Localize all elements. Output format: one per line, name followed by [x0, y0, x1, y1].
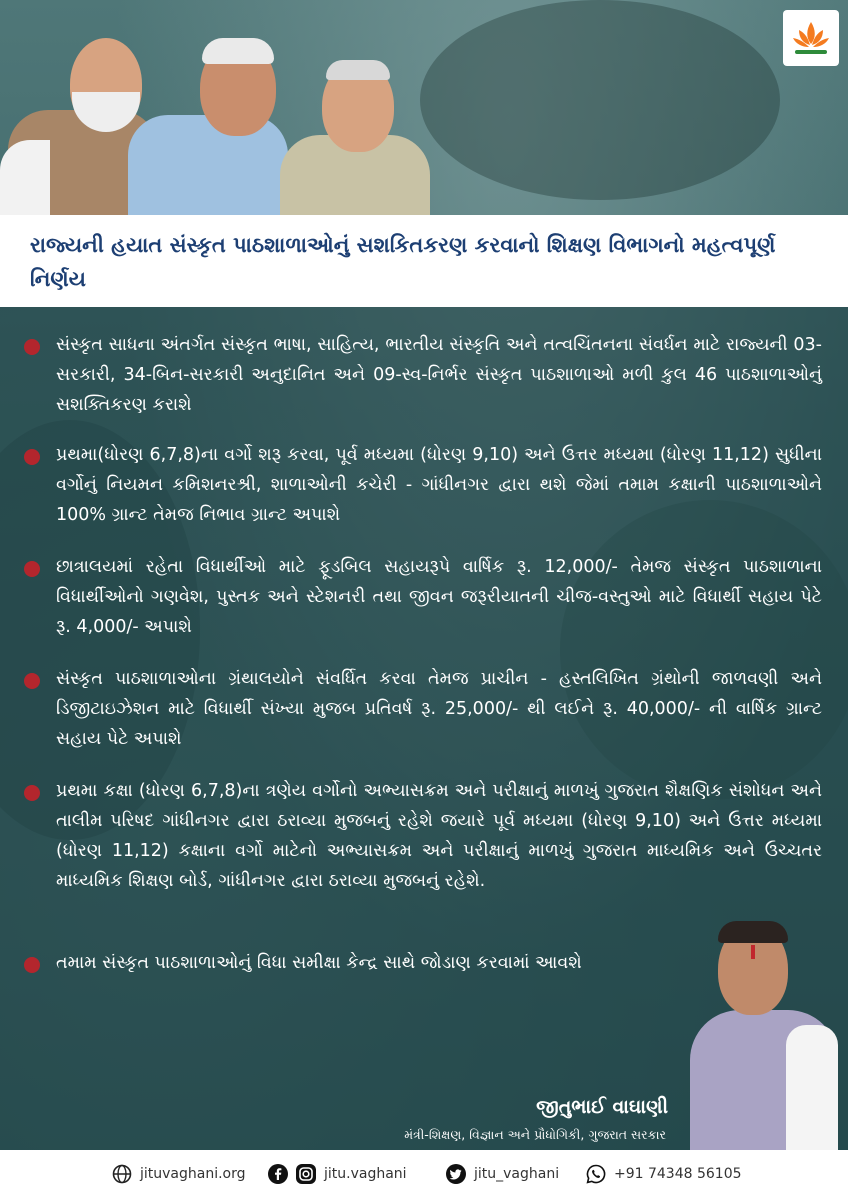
website-text: jituvaghani.org: [140, 1166, 246, 1182]
bullet-dot: [24, 673, 40, 689]
twitter-handle: jitu_vaghani: [474, 1166, 560, 1182]
lotus-icon: [789, 16, 833, 60]
footer-social[interactable]: [268, 1164, 407, 1184]
minister-portrait: [690, 915, 838, 1155]
whatsapp-icon: [586, 1164, 606, 1184]
globe-icon: [112, 1164, 132, 1184]
list-item-text: સંસ્કૃત પાઠશાળાઓના ગ્રંથાલયોને સંવર્ધિત કરવા તેમજ પ્રાચીન - હસ્તલિખિત ગ્રંથોની જાળવણી અને ડિજીટાઇઝેશન માટે વિધાર્થી સંખ્યા મુજબ પ્રતિવર્ષ રૂ. 25,000/- થી લઈને રૂ. 40,000/- ની વાર્ષિક ગ્રાન્ટ સહાય પેટે અપાશે: [56, 669, 822, 749]
list-item-text: પ્રથમા કક્ષા (ધોરણ 6,7,8)ના ત્રણેય વર્ગોનો અભ્યાસક્રમ અને પરીક્ષાનું માળખું ગુજરાત શૈક્ષણિક સંશોધન અને તાલીમ પરિષદ ગાંધીનગર દ્વારા ઠરાવ્યા મુજબનું રહેશે જયારે પૂર્વ મધ્યમા (ધોરણ 9,10) અને ઉત્તર મધ્યમા (ધોરણ 11,12) કક્ષાના વર્ગો માટેનો અભ્યાસક્રમ અને પરીક્ષાનું માળખું ગુજરાત માધ્યમિક અને ઉચ્ચતર માધ્યમિક શિક્ષણ બોર્ડ, ગાંધીનગર દ્વારા ઠરાવ્યા મુજબનું રહેશે.: [56, 781, 822, 891]
footer-bar: [0, 1150, 848, 1200]
footer-website[interactable]: [112, 1164, 246, 1184]
list-item-text: છાત્રાલયમાં રહેતા વિધાર્થીઓ માટે ફૂડબિલ સહાયરૂપે વાર્ષિક રૂ. 12,000/- તેમજ સંસ્કૃત પાઠશાળાના વિધાર્થીઓનો ગણવેશ, પુસ્તક અને સ્ટેશનરી તથા જીવન જરૂરીયાતની ચીજ-વસ્તુઓ માટે વિધાર્થી સહાય પેટે રૂ. 4,000/- અપાશે: [56, 557, 822, 637]
social-handle: jitu.vaghani: [324, 1166, 407, 1182]
footer-phone[interactable]: [586, 1164, 742, 1184]
minister-role: મંત્રી-શિક્ષણ, વિજ્ઞાન અને પ્રૌધોગિકી, ગુજરાત સરકાર: [404, 1127, 666, 1142]
list-item: [24, 552, 824, 642]
bullet-dot: [24, 785, 40, 801]
instagram-icon: [296, 1164, 316, 1184]
list-item-text: સંસ્કૃત સાધના અંતર્ગત સંસ્કૃત ભાષા, સાહિત્ય, ભારતીય સંસ્કૃતિ અને તત્વચિંતનના સંવર્ધન માટે રાજ્યની 03-સરકારી, 34-બિન-સરકારી અનુદાનિત અને 09-સ્વ-નિર્ભર સંસ્કૃત પાઠશાળાઓ મળી કુલ 46 પાઠશાળાઓનું સશક્તિકરણ કરાશે: [56, 335, 822, 415]
bullet-dot: [24, 339, 40, 355]
list-item-text: પ્રથમા(ધોરણ 6,7,8)ના વર્ગો શરૂ કરવા, પૂર્વ મધ્યમા (ધોરણ 9,10) અને ઉત્તર મધ્યમા (ધોરણ 11,12) સુધીના વર્ગોનું નિયમન કમિશનરશ્રી, શાળાઓની કચેરી - ગાંધીનગર દ્વારા થશે જેમાં તમામ કક્ષાની પાઠશાળાઓને 100% ગ્રાન્ટ તેમજ નિભાવ ગ્રાન્ટ અપાશે: [56, 445, 822, 525]
list-item: [24, 330, 824, 420]
list-item: [24, 664, 824, 754]
facebook-icon: [268, 1164, 288, 1184]
list-item: [24, 776, 824, 926]
bullet-dot: [24, 449, 40, 465]
page-title: રાજ્યની હયાત સંસ્કૃત પાઠશાળાઓનું સશકિતકરણ કરવાનો શિક્ષણ વિભાગનો મહત્વપૂર્ણ નિર્ણય: [30, 233, 776, 291]
list-item-text: તમામ સંસ્કૃત પાઠશાળાઓનું વિધા સમીક્ષા કેન્દ્ર સાથે જોડાણ કરવામાં આવશે: [56, 953, 582, 973]
party-logo: [783, 10, 839, 66]
footer-twitter[interactable]: [446, 1164, 559, 1184]
twitter-icon: [446, 1164, 466, 1184]
background-foliage: [420, 0, 780, 200]
minister-name: જીતુભાઈ વાઘાણી: [536, 1096, 668, 1118]
bullet-dot: [24, 561, 40, 577]
bullet-dot: [24, 957, 40, 973]
leader-portrait: [272, 60, 432, 215]
list-item: [24, 948, 704, 1012]
phone-number: +91 74348 56105: [614, 1166, 742, 1182]
leader-portrait: [128, 30, 288, 215]
list-item: [24, 440, 824, 530]
